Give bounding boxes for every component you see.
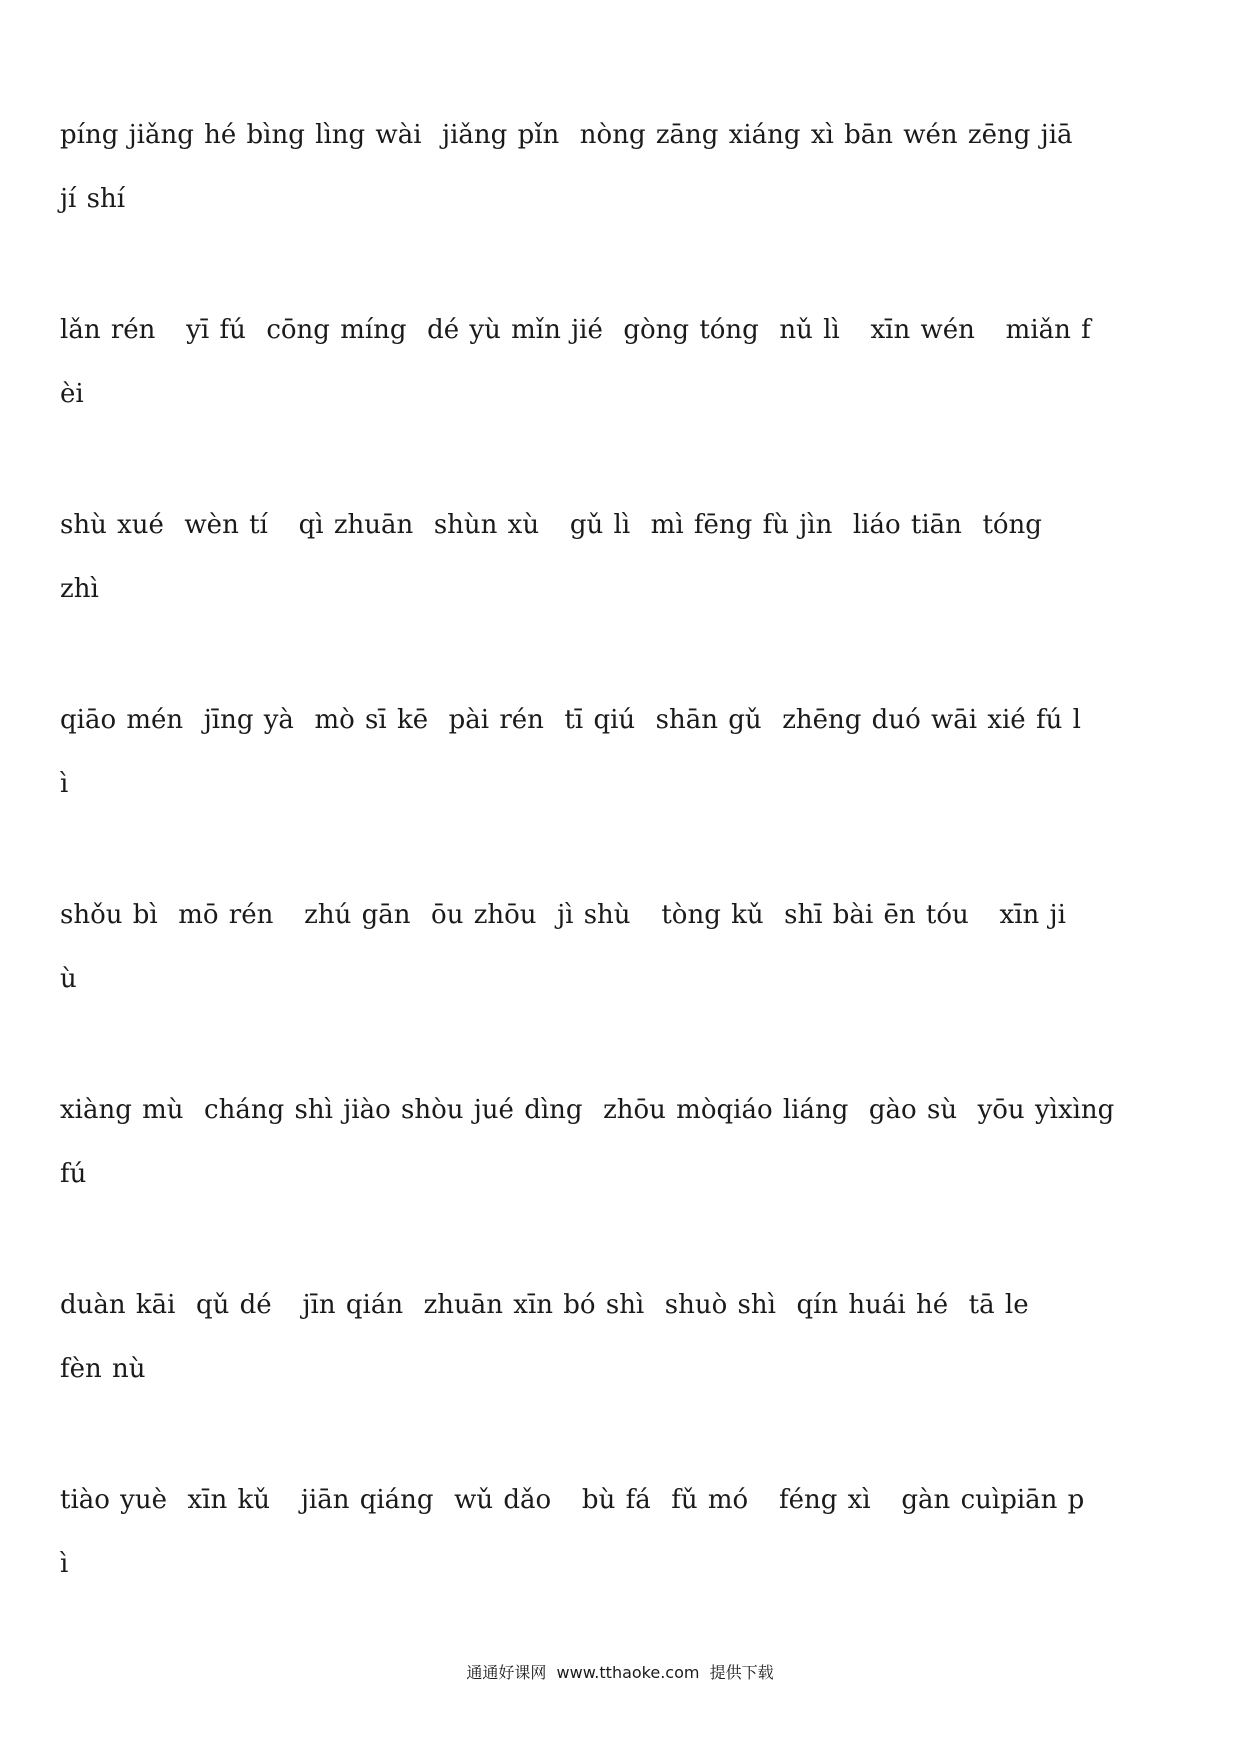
pinyin-text-line: tiào yuè xīn kǔ jiān qiáng wǔ dǎo bù fá fǔ mó féng xì gàn cuìpiān p: [60, 1485, 1085, 1515]
pinyin-text-line: duàn kāi qǔ dé jīn qián zhuān xīn bó shì shuò shì qín huái hé tā le: [60, 1290, 1029, 1320]
pinyin-text-line-wrap: ù: [60, 964, 77, 994]
pinyin-text-line-wrap: ì: [60, 769, 69, 799]
pinyin-text-line-wrap: fú: [60, 1159, 87, 1189]
footer-credit: 通通好课网 www.tthaoke.com 提供下载: [466, 1663, 774, 1682]
pinyin-text-line: shù xué wèn tí qì zhuān shùn xù gǔ lì mì fēng fù jìn liáo tiān tóng: [60, 510, 1042, 540]
pinyin-text-line-wrap: jí shí: [60, 184, 126, 214]
pinyin-text-line-wrap: ì: [60, 1549, 69, 1579]
pinyin-text-line: shǒu bì mō rén zhú gān ōu zhōu jì shù tòng kǔ shī bài ēn tóu xīn ji: [60, 900, 1066, 930]
pinyin-text-line: lǎn rén yī fú cōng míng dé yù mǐn jié gòng tóng nǔ lì xīn wén miǎn f: [60, 315, 1091, 345]
pinyin-text-line: qiāo mén jīng yà mò sī kē pài rén tī qiú shān gǔ zhēng duó wāi xié fú l: [60, 705, 1081, 735]
pinyin-text-line-wrap: fèn nù: [60, 1354, 146, 1384]
pinyin-text-line-wrap: èi: [60, 379, 84, 409]
pinyin-text-line-wrap: zhì: [60, 574, 99, 604]
pinyin-text-line: píng jiǎng hé bìng lìng wài jiǎng pǐn nòng zāng xiáng xì bān wén zēng jiā: [60, 120, 1073, 150]
pinyin-text-line: xiàng mù cháng shì jiào shòu jué dìng zhōu mòqiáo liáng gào sù yōu yìxìng: [60, 1095, 1115, 1125]
